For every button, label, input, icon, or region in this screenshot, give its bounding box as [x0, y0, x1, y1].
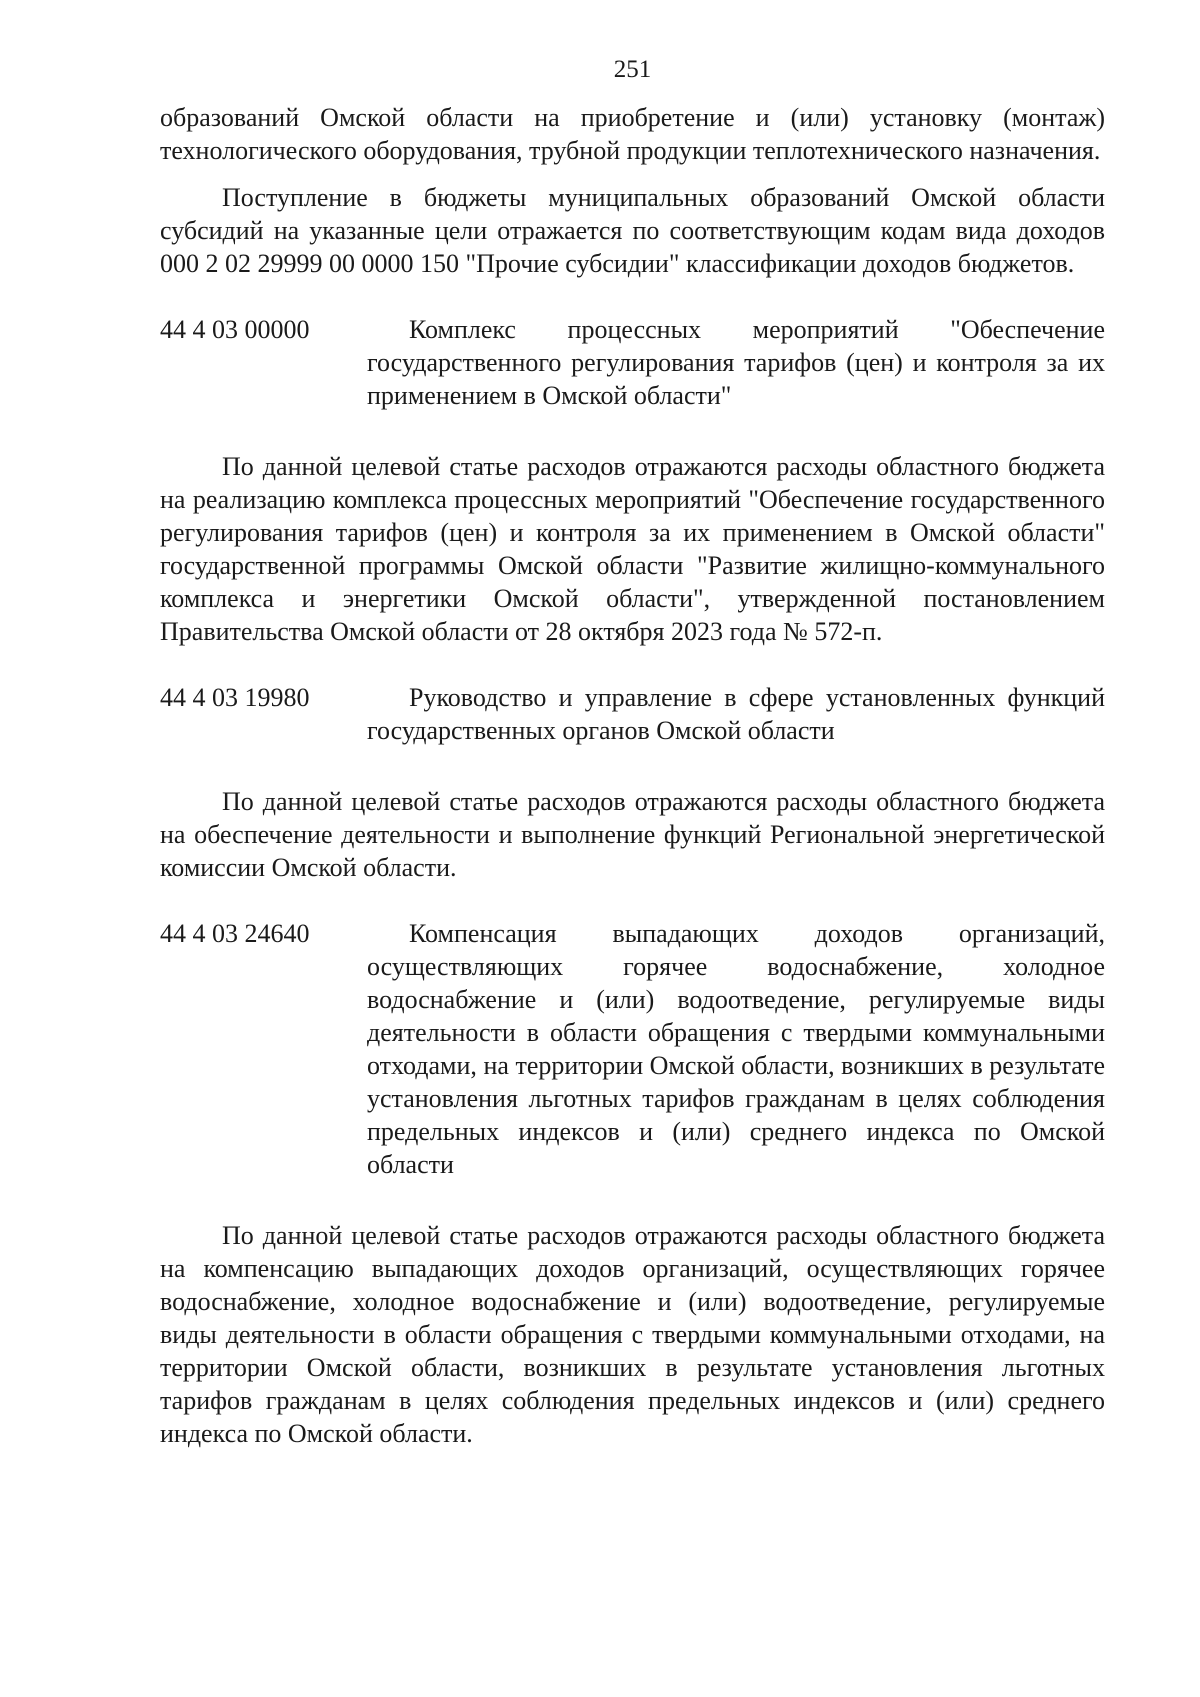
- subsidy-paragraph: Поступление в бюджеты муниципальных образований Омской области субсидий на указанные цели отражается по соответствующим кодам вида доходов 000 2 02 29999 00 0000 150 "Прочие субсидии" классификации доходов бюджетов.: [160, 183, 1105, 278]
- budget-code: 44 4 03 24640: [160, 919, 310, 948]
- budget-entry: [160, 313, 1105, 412]
- budget-entry-description: По данной целевой статье расходов отражаются расходы областного бюджета на компенсацию выпадающих доходов организаций, осуществляющих горячее водоснабжение, холодное водоснабжение и (или) водоотведение, регулируемые виды деятельности в области обращения с твердыми коммунальными отходами, на территории Омской области, возникших в результате установления льготных тарифов гражданам в целях соблюдения предельных индексов и (или) среднего индекса по Омской области.: [160, 1221, 1105, 1448]
- budget-entry-title: Комплекс процессных мероприятий "Обеспечение государственного регулирования тарифов (цен) и контроля за их применением в Омской области": [367, 315, 1105, 410]
- budget-entry: [160, 681, 1105, 747]
- budget-entry-title: Руководство и управление в сфере установленных функций государственных органов Омской области: [367, 683, 1105, 745]
- budget-entry-description: По данной целевой статье расходов отражаются расходы областного бюджета на обеспечение деятельности и выполнение функций Региональной энергетической комиссии Омской области.: [160, 787, 1105, 882]
- budget-entry-description: По данной целевой статье расходов отражаются расходы областного бюджета на реализацию комплекса процессных мероприятий "Обеспечение государственного регулирования тарифов (цен) и контроля за их применением в Омской области" государственной программы Омской области "Развитие жилищно-коммунального комплекса и энергетики Омской области", утвержденной постановлением Правительства Омской области от 28 октября 2023 года № 572-п.: [160, 452, 1105, 646]
- budget-code: 44 4 03 19980: [160, 683, 310, 712]
- intro-paragraph: образований Омской области на приобретение и (или) установку (монтаж) технологического оборудования, трубной продукции теплотехнического назначения.: [160, 103, 1105, 165]
- budget-entry-title: Компенсация выпадающих доходов организаций, осуществляющих горячее водоснабжение, холодное водоснабжение и (или) водоотведение, регулируемые виды деятельности в области обращения с твердыми коммунальными отходами, на территории Омской области, возникших в результате установления льготных тарифов гражданам в целях соблюдения предельных индексов и (или) среднего индекса по Омской области: [367, 919, 1105, 1179]
- document-page: [160, 55, 1105, 1450]
- page-number: 251: [613, 56, 652, 83]
- budget-code: 44 4 03 00000: [160, 315, 310, 344]
- budget-entry: [160, 917, 1105, 1181]
